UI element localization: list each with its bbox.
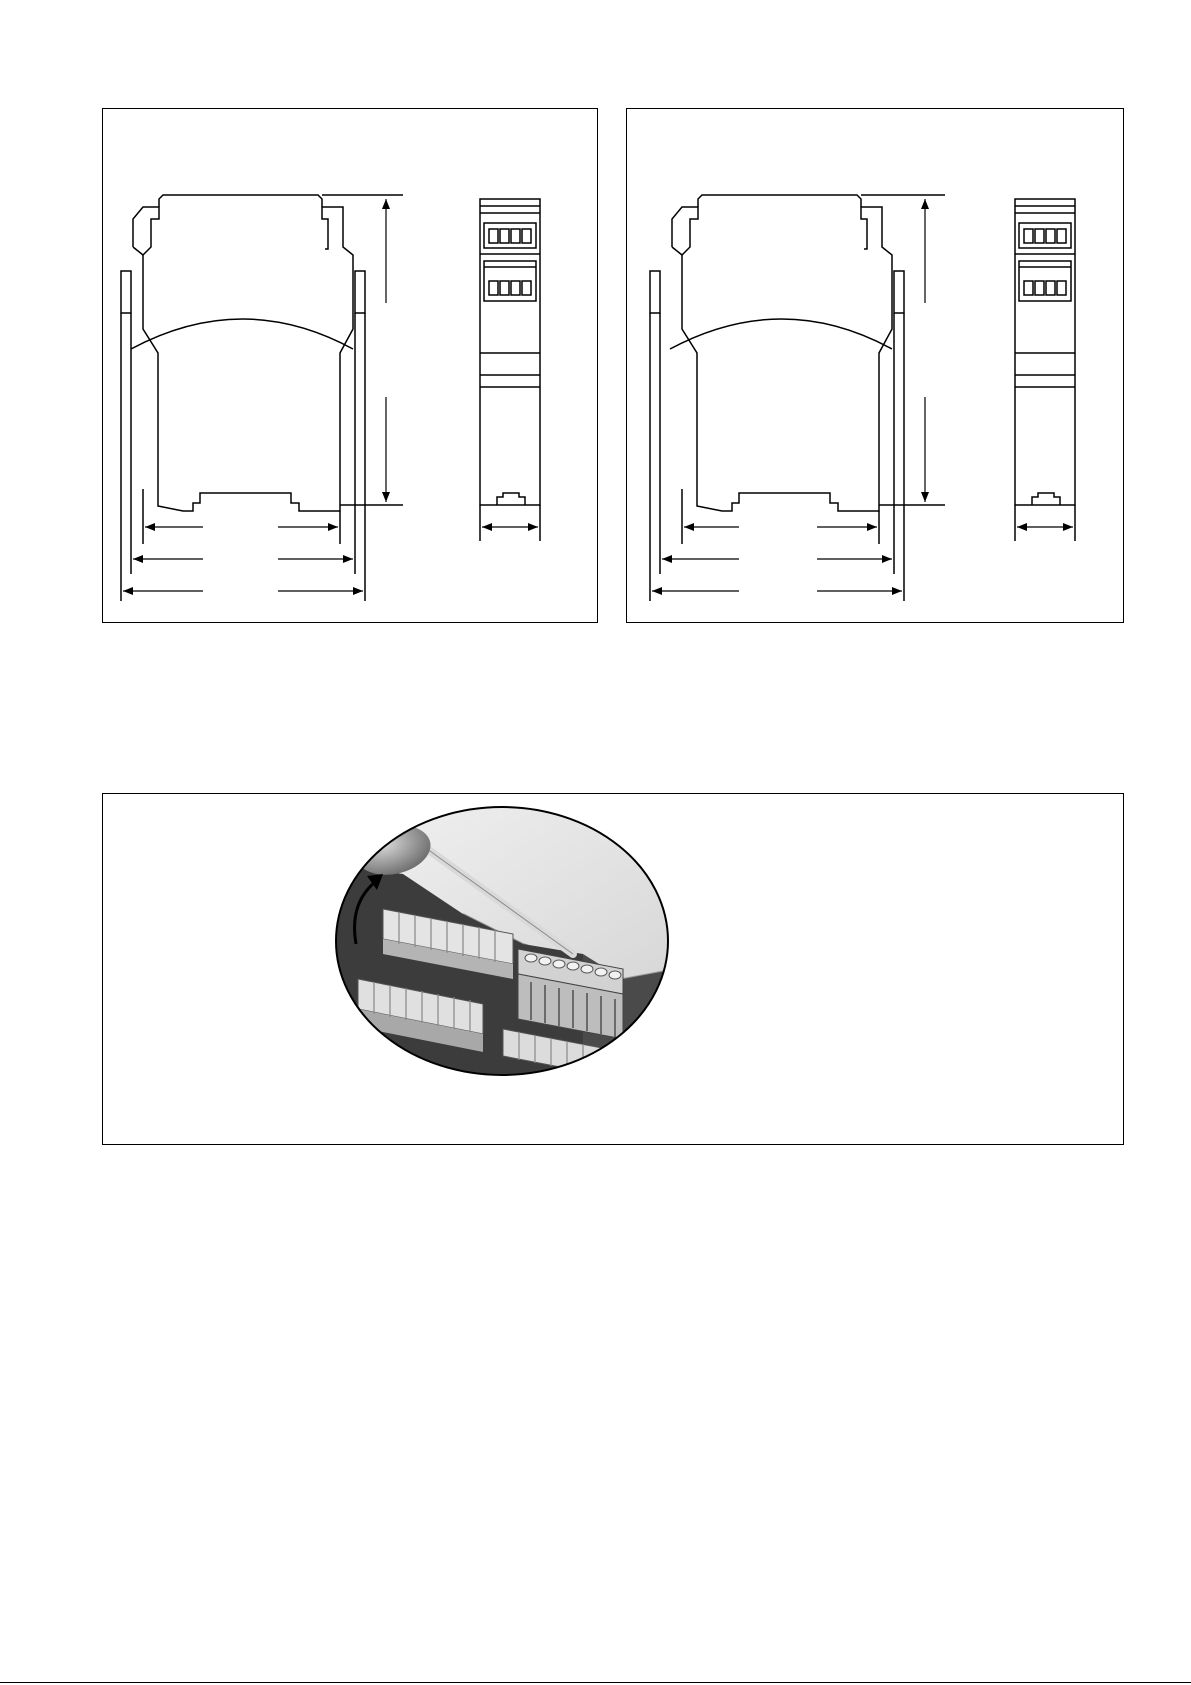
dimension-drawing-right-svg — [627, 109, 1125, 624]
dimension-drawing-left — [102, 108, 598, 623]
dimension-drawing-right — [626, 108, 1124, 623]
front-view — [121, 195, 403, 601]
front-view — [650, 195, 945, 601]
side-view — [480, 199, 540, 541]
dimension-lines-right — [652, 199, 925, 591]
dimension-lines-left — [123, 199, 386, 591]
terminal-block-removal-icon — [103, 794, 1125, 1146]
dimension-drawing-left-svg — [103, 109, 599, 624]
page-footer-rule — [0, 1682, 1191, 1683]
side-view — [1015, 199, 1075, 541]
terminal-block-removal-photo — [102, 793, 1124, 1145]
